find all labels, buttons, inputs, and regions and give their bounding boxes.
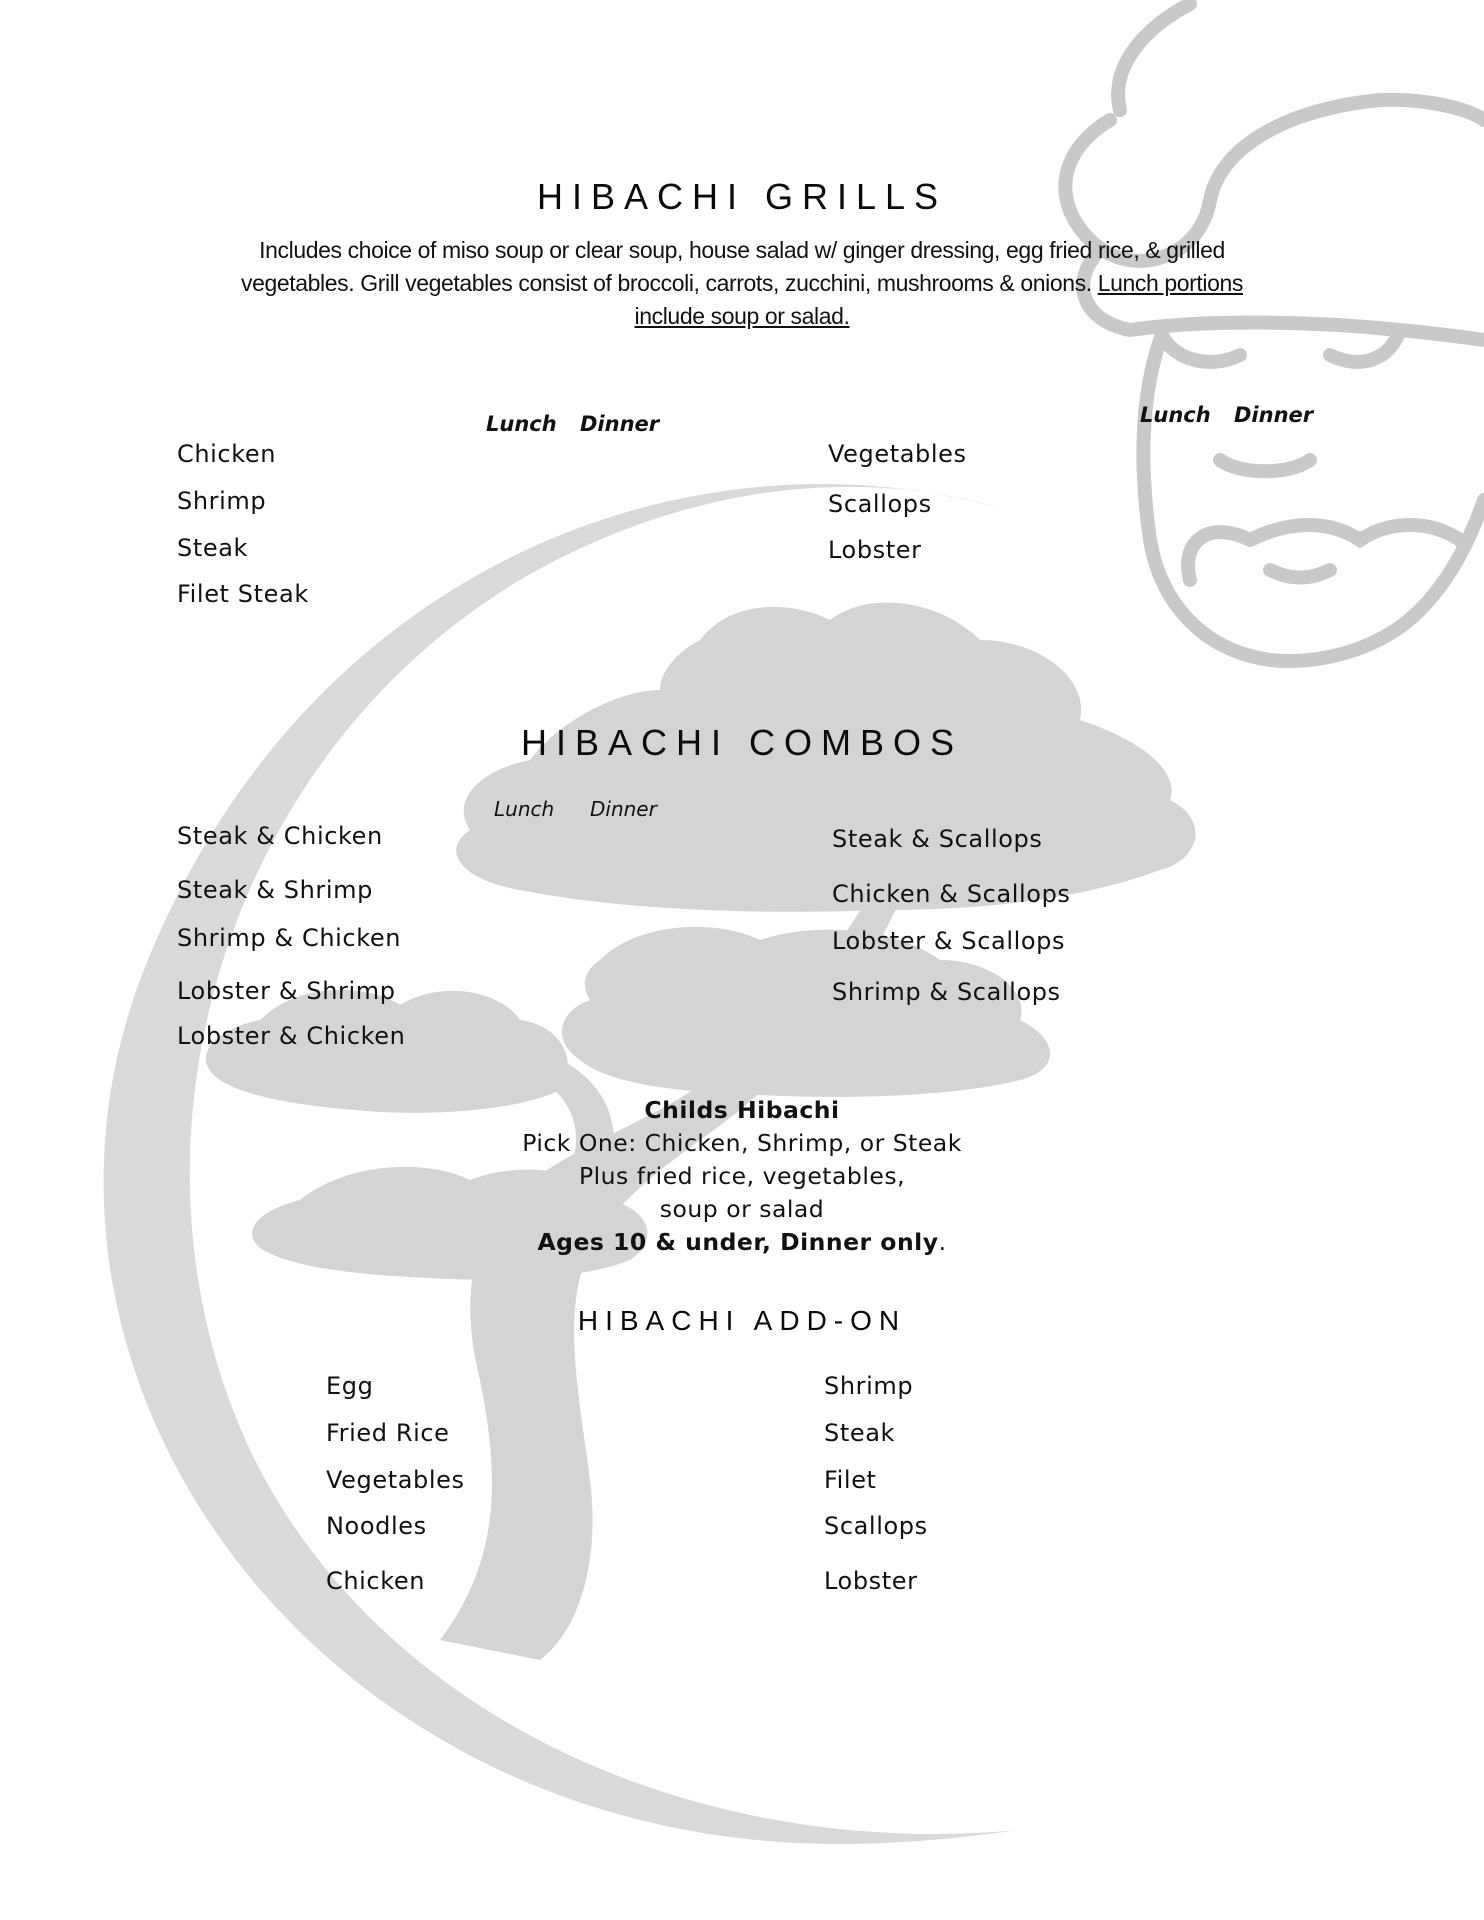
combo-item-shrimp-chicken: Shrimp & Chicken	[177, 924, 402, 952]
hibachi-grills-intro	[240, 234, 1244, 333]
childs-hibachi-note	[0, 1226, 1484, 1259]
childs-hibachi-note-end: .	[938, 1228, 947, 1256]
combo-item-steak-scallops: Steak & Scallops	[832, 825, 1043, 853]
hibachi-addon-title: HIBACHI ADD-ON	[577, 1305, 907, 1336]
addon-item-vegetables: Vegetables	[326, 1466, 465, 1494]
grill-item-steak: Steak	[177, 534, 249, 562]
grills-dinner-header-right: Dinner	[1234, 403, 1314, 427]
combo-item-lobster-shrimp: Lobster & Shrimp	[177, 977, 396, 1005]
addon-item-scallops: Scallops	[824, 1512, 928, 1540]
combos-dinner-header: Dinner	[590, 797, 657, 821]
grill-item-vegetables: Vegetables	[828, 440, 967, 468]
grills-dinner-header-left: Dinner	[580, 412, 660, 436]
combo-item-steak-shrimp: Steak & Shrimp	[177, 876, 373, 904]
grills-lunch-header-right: Lunch	[1140, 403, 1211, 427]
addon-item-shrimp: Shrimp	[824, 1372, 914, 1400]
intro-text: Includes choice of miso soup or clear soup, house salad w/ ginger dressing, egg fried rice, & grilled vegetables. Grill vegetables consist of broccoli, carrots, zucchini, mushrooms & onions.	[241, 237, 1225, 296]
childs-hibachi-line-3: soup or salad	[659, 1195, 825, 1223]
childs-hibachi-title: Childs Hibachi	[644, 1096, 840, 1124]
combo-item-lobster-scallops: Lobster & Scallops	[832, 927, 1066, 955]
childs-hibachi-section	[0, 1094, 1484, 1259]
addon-item-egg: Egg	[326, 1372, 374, 1400]
addon-item-chicken: Chicken	[326, 1567, 426, 1595]
combo-item-steak-chicken: Steak & Chicken	[177, 822, 383, 850]
childs-hibachi-note-bold: Ages 10 & under, Dinner only	[537, 1228, 939, 1256]
grill-item-lobster: Lobster	[828, 536, 922, 564]
grill-item-shrimp: Shrimp	[177, 487, 267, 515]
hibachi-combos-title: HIBACHI COMBOS	[520, 722, 964, 763]
combo-item-lobster-chicken: Lobster & Chicken	[177, 1022, 406, 1050]
addon-item-steak: Steak	[824, 1419, 896, 1447]
childs-hibachi-line-1: Pick One: Chicken, Shrimp, or Steak	[522, 1129, 962, 1157]
combo-item-shrimp-scallops: Shrimp & Scallops	[832, 978, 1061, 1006]
addon-item-noodles: Noodles	[326, 1512, 427, 1540]
hibachi-grills-title: HIBACHI GRILLS	[536, 176, 948, 217]
combos-lunch-header: Lunch	[494, 797, 555, 821]
grill-item-chicken: Chicken	[177, 440, 277, 468]
addon-item-fried-rice: Fried Rice	[326, 1419, 450, 1447]
childs-hibachi-line-2: Plus fried rice, vegetables,	[578, 1162, 906, 1190]
intro-underlined-note: Lunch portions include soup or salad.	[634, 270, 1243, 329]
addon-item-filet: Filet	[824, 1466, 877, 1494]
grill-item-filet-steak: Filet Steak	[177, 580, 309, 608]
grills-lunch-header-left: Lunch	[486, 412, 557, 436]
combo-item-chicken-scallops: Chicken & Scallops	[832, 880, 1071, 908]
grill-item-scallops: Scallops	[828, 490, 932, 518]
addon-item-lobster: Lobster	[824, 1567, 918, 1595]
